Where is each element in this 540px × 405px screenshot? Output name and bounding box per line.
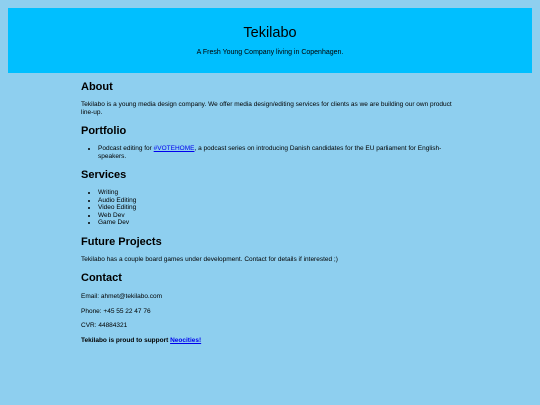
- portfolio-heading: Portfolio: [81, 125, 127, 137]
- site-header: [8, 8, 532, 73]
- portfolio-item-prefix: Podcast editing for: [98, 145, 154, 152]
- site-title: Tekilabo: [243, 25, 297, 41]
- votehome-link[interactable]: #VOTEHOME: [153, 145, 195, 152]
- about-section: [81, 80, 461, 116]
- contact-email: Email: ahmet@tekilabo.com: [81, 293, 163, 300]
- about-text: Tekilabo is a young media design company. We offer media design/editing services for clients as we are building our own product line-up.: [81, 101, 452, 116]
- contact-heading: Contact: [81, 272, 122, 284]
- services-item-writing: • Writing: [98, 189, 461, 197]
- site-tagline: A Fresh Young Company living in Copenhagen.: [196, 49, 344, 56]
- future-projects-text: Tekilabo has a couple board games under development. Contact for details if interested ;): [81, 256, 338, 263]
- portfolio-list: [81, 145, 461, 160]
- portfolio-item: [98, 145, 461, 160]
- services-item-audio-editing: • Audio Editing: [98, 197, 461, 205]
- future-projects-heading: Future Projects: [81, 236, 162, 248]
- neocities-link[interactable]: Neocities!: [170, 337, 202, 344]
- support-text: [81, 337, 461, 345]
- portfolio-item-suffix: , a podcast series on introducing Danish candidates for the EU parliament for English-speakers.: [98, 145, 442, 160]
- services-item-web-dev: • Web Dev: [98, 212, 461, 220]
- contact-cvr: CVR: 44884321: [81, 322, 128, 330]
- future-projects-section: [81, 235, 461, 264]
- contact-section: [81, 271, 461, 330]
- services-item-video-editing: • Video Editing: [98, 204, 461, 212]
- about-heading: About: [81, 81, 113, 93]
- support-prefix: Tekilabo is proud to support: [81, 337, 171, 344]
- contact-phone: Phone: +45 55 22 47 76: [81, 307, 151, 315]
- services-list: [81, 189, 461, 227]
- portfolio-section: [81, 124, 461, 160]
- services-heading: Services: [81, 169, 127, 181]
- services-section: [81, 168, 461, 227]
- services-item-game-dev: • Game Dev: [98, 219, 461, 227]
- footer: [81, 337, 461, 345]
